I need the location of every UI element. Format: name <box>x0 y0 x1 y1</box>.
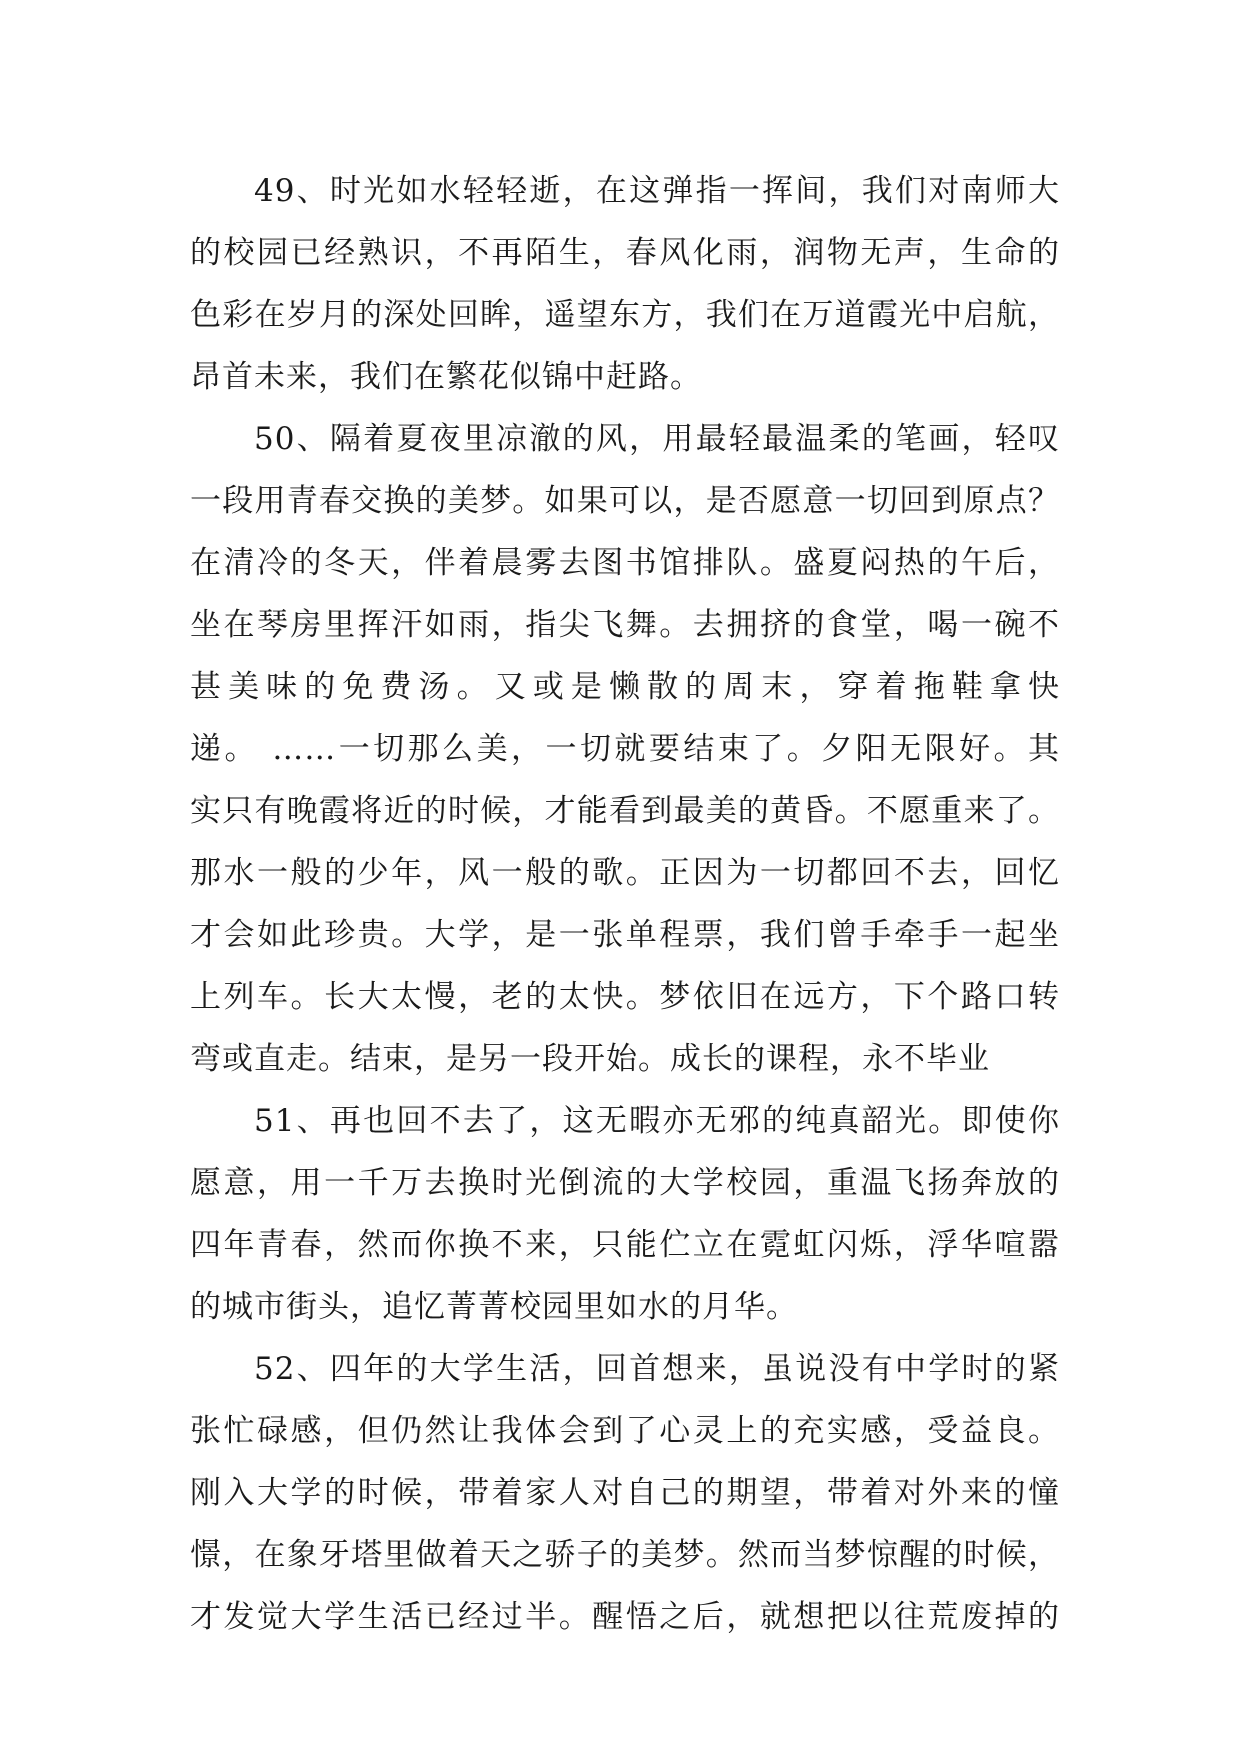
text-line: 在清冷的冬天，伴着晨雾去图书馆排队。盛夏闷热的午后， <box>190 545 1060 581</box>
text-line: 憬，在象牙塔里做着天之骄子的美梦。然而当梦惊醒的时候， <box>190 1537 1060 1573</box>
text-line: 那水一般的少年，风一般的歌。正因为一切都回不去，回忆 <box>190 855 1060 891</box>
text-line: 52、四年的大学生活，回首想来，虽说没有中学时的紧 <box>254 1351 1060 1387</box>
text-line: 49、时光如水轻轻逝，在这弹指一挥间，我们对南师大 <box>254 173 1060 209</box>
text-line: 坐在琴房里挥汗如雨，指尖飞舞。去拥挤的食堂，喝一碗不 <box>190 607 1060 643</box>
text-line: 才发觉大学生活已经过半。醒悟之后，就想把以往荒废掉的 <box>190 1599 1060 1635</box>
paragraph-52 <box>190 1338 1060 1648</box>
text-line: 甚美味的免费汤。又或是懒散的周末，穿着拖鞋拿快 <box>190 669 1060 705</box>
text-line: 色彩在岁月的深处回眸，遥望东方，我们在万道霞光中启航， <box>190 297 1060 333</box>
text-line: 张忙碌感，但仍然让我体会到了心灵上的充实感，受益良。 <box>190 1413 1060 1449</box>
text-line: 才会如此珍贵。大学，是一张单程票，我们曾手牵手一起坐 <box>190 917 1060 953</box>
text-line: 递。 ……一切那么美，一切就要结束了。夕阳无限好。其 <box>190 731 1060 767</box>
paragraph-51 <box>190 1090 1060 1338</box>
text-line: 愿意，用一千万去换时光倒流的大学校园，重温飞扬奔放的 <box>190 1165 1060 1201</box>
text-line: 的城市街头，追忆菁菁校园里如水的月华。 <box>190 1289 798 1325</box>
document-body <box>190 160 1060 1648</box>
text-line: 的校园已经熟识，不再陌生，春风化雨，润物无声，生命的 <box>190 235 1060 271</box>
text-line: 四年青春，然而你换不来，只能伫立在霓虹闪烁，浮华喧嚣 <box>190 1227 1060 1263</box>
paragraph-50 <box>190 408 1060 1090</box>
paragraph-49 <box>190 160 1060 408</box>
text-line: 弯或直走。结束，是另一段开始。成长的课程，永不毕业 <box>190 1041 990 1077</box>
text-line: 一段用青春交换的美梦。如果可以，是否愿意一切回到原点？ <box>190 483 1060 519</box>
text-line: 昂首未来，我们在繁花似锦中赶路。 <box>190 359 702 395</box>
text-line: 刚入大学的时候，带着家人对自己的期望，带着对外来的憧 <box>190 1475 1060 1511</box>
text-line: 实只有晚霞将近的时候，才能看到最美的黄昏。不愿重来了。 <box>190 793 1060 829</box>
text-line: 50、隔着夏夜里凉澈的风，用最轻最温柔的笔画，轻叹 <box>254 421 1060 457</box>
text-line: 51、再也回不去了，这无暇亦无邪的纯真韶光。即使你 <box>254 1103 1060 1139</box>
text-line: 上列车。长大太慢，老的太快。梦依旧在远方，下个路口转 <box>190 979 1060 1015</box>
